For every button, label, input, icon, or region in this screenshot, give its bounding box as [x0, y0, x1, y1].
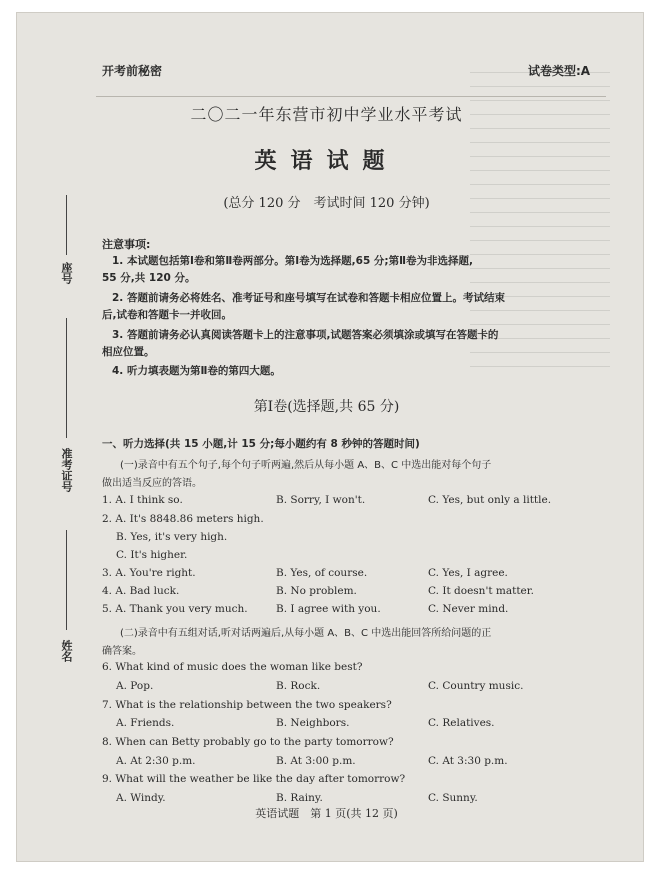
note-2-cont: 后,试卷和答题卡一并收回。: [102, 309, 232, 321]
instruction-2-cont: 确答案。: [102, 646, 142, 657]
q1-option-b: B. Sorry, I won't.: [276, 494, 366, 506]
listening-heading: 一、听力选择(共 15 小题,计 15 分;每小题约有 8 秒钟的答题时间): [102, 438, 420, 450]
title-frame-line: [96, 96, 606, 97]
q4-option-c: C. It doesn't matter.: [428, 585, 534, 597]
note-3: 3. 答题前请务必认真阅读答题卡上的注意事项,试题答案必须填涂或填写在答题卡的: [112, 329, 499, 341]
confidential-mark: 开考前秘密: [102, 64, 163, 78]
q5-option-a: A. Thank you very much.: [115, 603, 248, 615]
q7-option-b: B. Neighbors.: [276, 717, 350, 729]
q7-option-c: C. Relatives.: [428, 717, 495, 729]
q8-option-a: A. At 2:30 p.m.: [116, 755, 196, 767]
q6-option-b: B. Rock.: [276, 680, 321, 692]
q3-option-a: A. You're right.: [115, 567, 196, 579]
paper-type: 试卷类型:A: [528, 64, 591, 78]
exam-title: 二〇二一年东营市初中学业水平考试: [190, 105, 463, 124]
note-1-cont: 55 分,共 120 分。: [102, 272, 196, 284]
instruction-2: (二)录音中有五组对话,听对话两遍后,从每小题 A、B、C 中选出能回答所给问题的正: [120, 628, 492, 639]
notes-heading: 注意事项:: [102, 238, 151, 251]
q8-option-c: C. At 3:30 p.m.: [428, 755, 508, 767]
q4-option-b: B. No problem.: [276, 585, 357, 597]
q1-a: [102, 494, 183, 506]
part1-title: 第Ⅰ卷(选择题,共 65 分): [253, 399, 400, 415]
q1-number: 1.: [102, 494, 113, 506]
q4-option-a: A. Bad luck.: [115, 585, 180, 597]
q2-number: 2.: [102, 513, 113, 525]
q4-number: 4.: [102, 585, 113, 597]
q7-question: 7. What is the relationship between the two speakers?: [102, 699, 392, 711]
q2-option-c: C. It's higher.: [116, 549, 188, 561]
q9-question: 9. What will the weather be like the day after tomorrow?: [102, 773, 406, 785]
q3-option-c: C. Yes, I agree.: [428, 567, 508, 579]
instruction-1: (一)录音中有五个句子,每个句子听两遍,然后从每小题 A、B、C 中选出能对每个句子: [120, 460, 492, 471]
q5-option-b: B. I agree with you.: [276, 603, 381, 615]
name-line: [66, 530, 67, 630]
subject-title: 英语试题: [254, 148, 399, 174]
q7-option-a: A. Friends.: [116, 717, 175, 729]
q9-option-a: A. Windy.: [116, 792, 166, 804]
instruction-1-cont: 做出适当反应的答语。: [102, 478, 202, 489]
exam-number-label: 准考证号: [60, 448, 73, 492]
note-2: 2. 答题前请务必将姓名、准考证号和座号填写在试卷和答题卡相应位置上。考试结束: [112, 292, 505, 304]
seat-label: 座号: [60, 262, 73, 284]
q8-option-b: B. At 3:00 p.m.: [276, 755, 356, 767]
q6-option-a: A. Pop.: [116, 680, 154, 692]
q2-option-b: B. Yes, it's very high.: [116, 531, 228, 543]
q3-a: [102, 567, 196, 579]
q5-a: [102, 603, 248, 615]
q5-number: 5.: [102, 603, 113, 615]
q6-question: 6. What kind of music does the woman like best?: [102, 661, 363, 673]
note-3-cont: 相应位置。: [102, 346, 155, 358]
name-label: 姓名: [60, 640, 73, 662]
q3-option-b: B. Yes, of course.: [276, 567, 368, 579]
score-info: (总分 120 分 考试时间 120 分钟): [223, 196, 430, 211]
q8-question: 8. When can Betty probably go to the party tomorrow?: [102, 736, 394, 748]
q3-number: 3.: [102, 567, 113, 579]
q2-option-a: A. It's 8848.86 meters high.: [115, 513, 264, 525]
q2-a: [102, 513, 264, 525]
q6-option-c: C. Country music.: [428, 680, 524, 692]
q1-option-a: A. I think so.: [115, 494, 183, 506]
q5-option-c: C. Never mind.: [428, 603, 509, 615]
q9-option-c: C. Sunny.: [428, 792, 478, 804]
exam-number-line: [66, 318, 67, 438]
q4-a: [102, 585, 179, 597]
q1-option-c: C. Yes, but only a little.: [428, 494, 552, 506]
note-1: 1. 本试题包括第Ⅰ卷和第Ⅱ卷两部分。第Ⅰ卷为选择题,65 分;第Ⅱ卷为非选择题,: [112, 255, 474, 267]
page-footer: 英语试题 第 1 页(共 12 页): [255, 807, 398, 820]
note-4: 4. 听力填表题为第Ⅱ卷的第四大题。: [112, 365, 281, 377]
q9-option-b: B. Rainy.: [276, 792, 323, 804]
